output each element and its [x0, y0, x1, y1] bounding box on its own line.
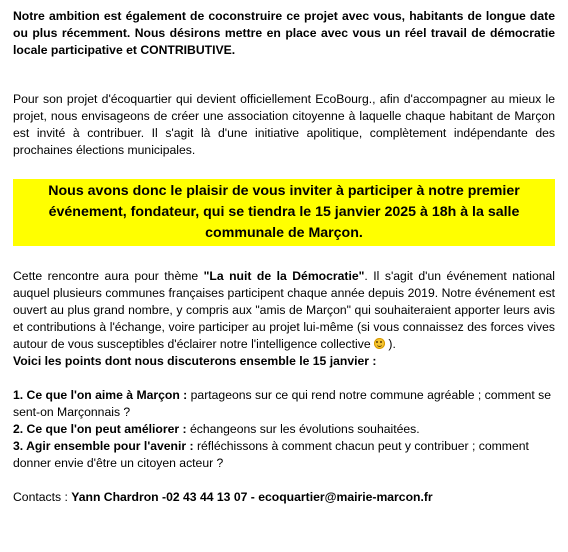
- point-title: 3. Agir ensemble pour l'avenir :: [13, 439, 194, 453]
- point-text: échangeons sur les évolutions souhaitées.: [186, 422, 420, 436]
- smiling-face-icon: [374, 338, 385, 349]
- points-intro: Voici les points dont nous discuterons ensemble le 15 janvier :: [13, 354, 377, 368]
- project-paragraph: Pour son projet d'écoquartier qui devient officiellement EcoBourg., afin d'accompagner au mieux le projet, nous envisageons de créer une association citoyenne à laquelle chaque habitant de Marçon est invité à contribuer. Il s'agit là d'une initiative apolitique, complètement indépendante des prochaines élections municipales.: [13, 92, 555, 157]
- contacts-label: Contacts :: [13, 490, 72, 504]
- list-item: [13, 438, 555, 472]
- meeting-paragraph: [13, 268, 555, 353]
- meeting-text-end: ).: [385, 337, 396, 351]
- point-text: réfléchissons à comment chacun peut y contribuer ; comment donner envie d'être un citoyen acteur ?: [13, 439, 529, 470]
- meeting-text-before: Cette rencontre aura pour thème: [13, 269, 204, 283]
- points-list: [13, 387, 555, 472]
- meeting-theme: "La nuit de la Démocratie": [203, 269, 365, 283]
- point-text: partageons sur ce qui rend notre commune agréable ; comment se sent-on Marçonnais ?: [13, 388, 552, 419]
- meeting-text-after: . Il s'agit d'un événement national auquel plusieurs communes françaises participent chaque année depuis 2019. Notre événement est ouvert au plus grand nombre, y compris aux "amis de Marçon" qui souhaiteraient apporter leurs avis et contributions à l'échange, voire participer au projet lui-même (si vous connaissez des forces vives autour de vous susceptibles d'éclairer notre l'intelligence collective: [13, 269, 555, 351]
- invitation-block: [13, 179, 555, 246]
- contacts-details: Yann Chardron -02 43 44 13 07 - ecoquartier@mairie-marcon.fr: [71, 490, 433, 504]
- list-item: [13, 421, 555, 438]
- point-title: 1. Ce que l'on aime à Marçon :: [13, 388, 188, 402]
- point-title: 2. Ce que l'on peut améliorer :: [13, 422, 187, 436]
- list-item: [13, 387, 555, 421]
- invitation-highlight: Nous avons donc le plaisir de vous inviter à participer à notre premier événement, fondateur, qui se tiendra le 15 janvier 2025 à 18h à la salle communale de Marçon.: [13, 179, 555, 246]
- contacts-line: [13, 489, 555, 506]
- intro-paragraph: Notre ambition est également de coconstruire ce projet avec vous, habitants de longue date ou plus récemment. Nous désirons mettre en place avec vous un réel travail de démocratie locale participative et CONTRIBUTIVE.: [13, 9, 555, 57]
